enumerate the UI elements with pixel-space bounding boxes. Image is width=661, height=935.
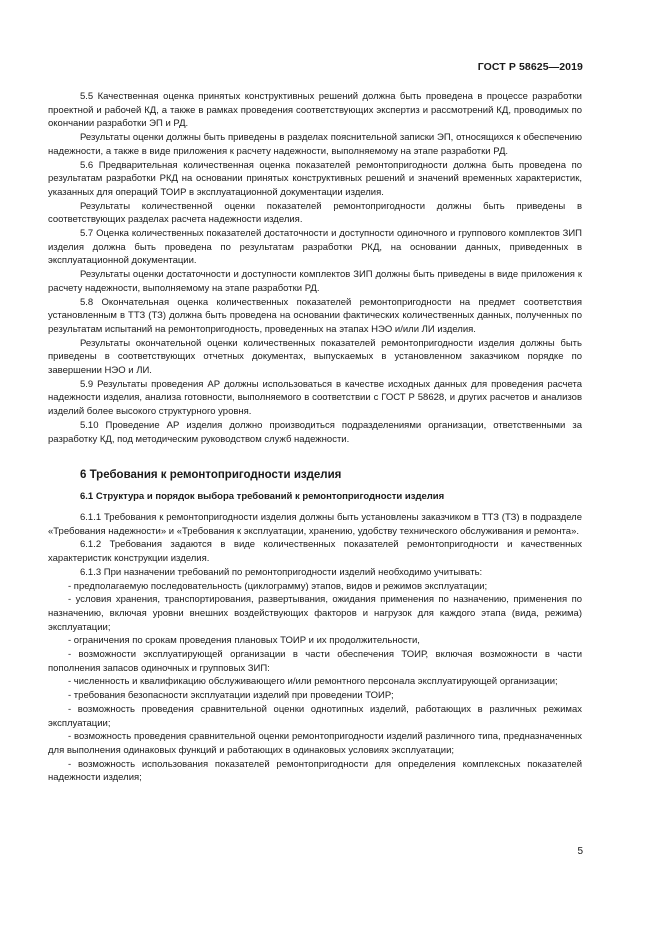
list-item: - возможности эксплуатирующей организации в части обеспечения ТОИР, включая возможности в части пополнения запасов одиночных и групповых ЗИП: [48, 649, 582, 674]
paragraph-5-9: 5.9 Результаты проведения АР должны использоваться в качестве исходных данных для проведения расчета надежности изделия, анализа готовности, выполняемого в соответствии с ГОСТ Р 58628, и других расчетов и анализов изделий более высокого структурного уровня. [48, 378, 582, 418]
paragraph-6-1-3: 6.1.3 При назначении требований по ремонтопригодности изделий необходимо учитывать: [80, 566, 483, 578]
document-code: ГОСТ Р 58625—2019 [477, 61, 583, 73]
paragraph-6-1-1: 6.1.1 Требования к ремонтопригодности изделия должны быть установлены заказчиком в ТТЗ (ТЗ) в подразделе «Требования надежности» и «Требования к эксплуатации, хранению, удобству технического обслуживания и ремонта». [48, 511, 582, 537]
paragraph-5-6-results: Результаты количественной оценки показателей ремонтопригодности должны быть приведены в соответствующих разделах расчета надежности изделия. [48, 200, 582, 226]
paragraph-5-5: 5.5 Качественная оценка принятых конструктивных решений должна быть проведена в процессе разработки проектной и рабочей КД, а также в рамках проведения соответствующих экспертиз и рассмотрений КД, проводимых по окончании разработки ЭП и РД. [48, 91, 582, 130]
list-item: - возможность проведения сравнительной оценки ремонтопригодности изделий различного типа, предназначенных для выполнения одинаковых функций и работающих в одинаковых условиях эксплуатации; [48, 731, 582, 756]
paragraph-5-7-results: Результаты оценки достаточности и доступности комплектов ЗИП должны быть приведены в виде приложения к расчету надежности, выполняемому на этапе разработки РД. [48, 269, 582, 294]
paragraph-5-8: 5.8 Окончательная оценка количественных показателей ремонтопригодности на предмет соответствия установленным в ТТЗ (ТЗ) должна быть проведена на основании фактических количественных данных, полученных по результатам испытаний на ремонтопригодность, проведенных на этапах НЭО и/или ЛИ изделия. [48, 296, 582, 335]
paragraph-6-1-2: 6.1.2 Требования задаются в виде количественных показателей ремонтопригодности и качественных характеристик конструкции изделия. [48, 539, 582, 565]
page-number: 5 [577, 846, 583, 857]
list-item: - условия хранения, транспортирования, развертывания, ожидания применения по назначению, применения по назначению, включая уровни внешних воздействующих факторов и нагрузок для каждого этапа (вида, режима) эксплуатации; [48, 594, 582, 633]
list-item: - возможность использования показателей ремонтопригодности для определения комплексных показателей надежности изделия; [48, 758, 582, 784]
list-item: - предполагаемую последовательность (циклограмму) этапов, видов и режимов эксплуатации; [68, 580, 488, 592]
page-body [48, 90, 582, 785]
section-heading: 6 Требования к ремонтопригодности изделия [80, 469, 342, 482]
paragraph-5-10: 5.10 Проведение АР изделия должно производиться подразделениями организации, ответственными за разработку КД, под методическим руководством служб надежности. [48, 419, 582, 445]
paragraph-5-7: 5.7 Оценка количественных показателей достаточности и доступности одиночного и группового комплектов ЗИП изделия должна быть проведена по результатам разработки РКД, на основании данных, приведенных в эксплуатационной документации. [48, 228, 582, 267]
list-item: - ограничения по срокам проведения плановых ТОИР и их продолжительности, [68, 635, 420, 647]
paragraph-5-5-results: Результаты оценки должны быть приведены в разделах пояснительной записки ЭП, относящихся к обеспечению надежности, а также в виде приложения к расчету надежности, выполняемому на этапе разработки РД. [48, 132, 582, 157]
subsection-heading: 6.1 Структура и порядок выбора требований к ремонтопригодности изделия [80, 491, 445, 503]
list-item: - требования безопасности эксплуатации изделий при проведении ТОИР; [68, 690, 394, 702]
paragraph-5-6: 5.6 Предварительная количественная оценка показателей ремонтопригодности должна быть проведена по результатам разработки РКД на основании принятых конструктивных решений и значений временных характеристик, указанных для операций ТОИР в эксплуатационной документации изделия. [48, 159, 582, 198]
list-item: - численность и квалификацию обслуживающего и/или ремонтного персонала эксплуатирующей организации; [68, 676, 558, 688]
paragraph-5-8-results: Результаты окончательной оценки количественных показателей ремонтопригодности изделия должны быть приведены в соответствующих отчетных документах, выпускаемых в установленном заказчиком порядке по завершении НЭО и ЛИ. [48, 337, 582, 377]
list-item: - возможность проведения сравнительной оценки однотипных изделий, работающих в различных режимах эксплуатации; [48, 703, 582, 729]
